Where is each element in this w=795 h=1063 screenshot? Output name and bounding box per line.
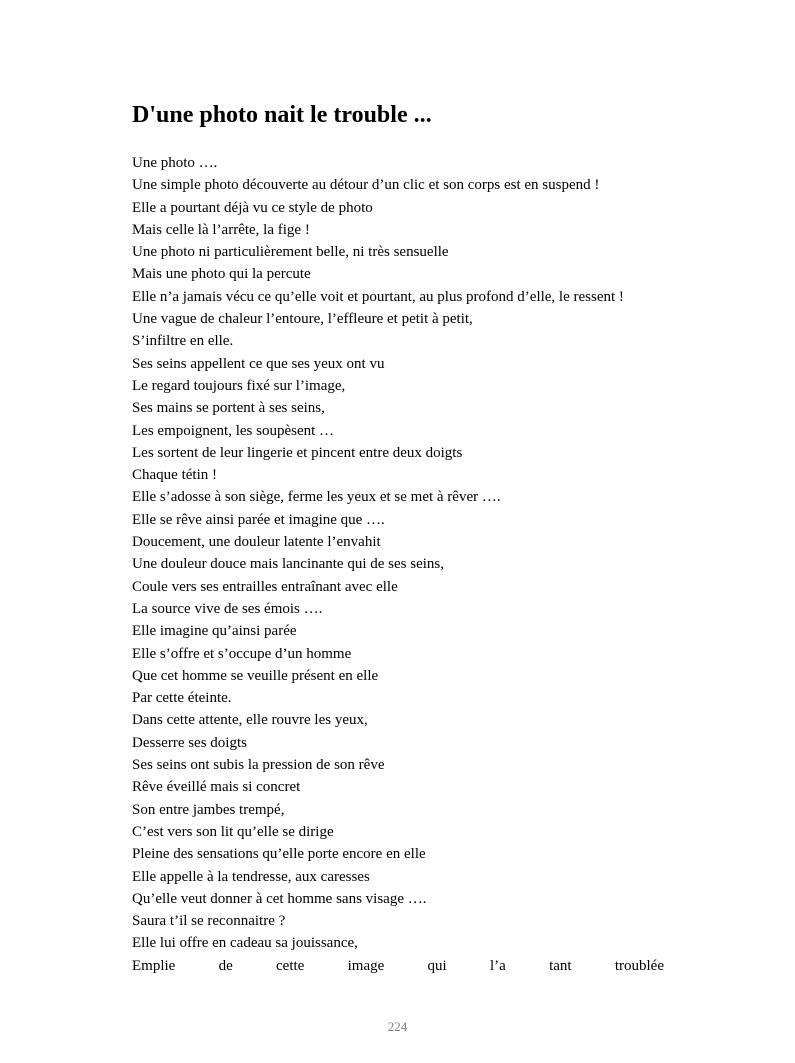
poem-line: Coule vers ses entrailles entraînant avec elle bbox=[132, 578, 398, 595]
poem-line: Pleine des sensations qu’elle porte encore en elle bbox=[132, 846, 426, 863]
poem-line: Rêve éveillé mais si concret bbox=[132, 779, 301, 796]
poem-line: Mais une photo qui la percute bbox=[132, 266, 311, 283]
poem-line: Chaque tétin ! bbox=[132, 467, 217, 484]
poem-line: Ses seins appellent ce que ses yeux ont vu bbox=[132, 355, 385, 372]
poem-line: Qu’elle veut donner à cet homme sans visage …. bbox=[132, 890, 427, 907]
poem-body bbox=[132, 152, 664, 977]
poem-line: Une photo …. bbox=[132, 155, 218, 171]
poem-line: Emplie de cette image qui l’a tant troublée bbox=[132, 957, 664, 974]
poem-line: Le regard toujours fixé sur l’image, bbox=[132, 377, 346, 394]
poem-line: Les sortent de leur lingerie et pincent entre deux doigts bbox=[132, 444, 463, 461]
poem-line: Elle lui offre en cadeau sa jouissance, bbox=[132, 935, 358, 952]
poem-line: Que cet homme se veuille présent en elle bbox=[132, 667, 379, 684]
poem-line: Par cette éteinte. bbox=[132, 690, 232, 707]
poem-line: Elle s’adosse à son siège, ferme les yeux et se met à rêver …. bbox=[132, 489, 501, 506]
poem-line: Saura t’il se reconnaitre ? bbox=[132, 913, 286, 930]
poem-line: Ses seins ont subis la pression de son rêve bbox=[132, 757, 385, 774]
poem-line: Dans cette attente, elle rouvre les yeux, bbox=[132, 712, 368, 729]
poem-line: Elle a pourtant déjà vu ce style de photo bbox=[132, 199, 373, 216]
poem-line: Mais celle là l’arrête, la fige ! bbox=[132, 221, 310, 238]
poem-line: Son entre jambes trempé, bbox=[132, 801, 285, 818]
poem-line: Une douleur douce mais lancinante qui de ses seins, bbox=[132, 556, 444, 573]
poem-line: Elle se rêve ainsi parée et imagine que …. bbox=[132, 511, 385, 528]
poem-line: Elle s’offre et s’occupe d’un homme bbox=[132, 645, 352, 662]
poem-line: C’est vers son lit qu’elle se dirige bbox=[132, 823, 334, 840]
poem-line: Une photo ni particulièrement belle, ni très sensuelle bbox=[132, 244, 449, 261]
page-title: D'une photo nait le trouble ... bbox=[132, 102, 432, 128]
poem-line: Les empoignent, les soupèsent … bbox=[132, 422, 335, 439]
poem-line: Elle imagine qu’ainsi parée bbox=[132, 623, 297, 640]
poem-line: Une vague de chaleur l’entoure, l’effleure et petit à petit, bbox=[132, 311, 473, 328]
page-number: 224 bbox=[387, 1019, 408, 1034]
poem-line: Ses mains se portent à ses seins, bbox=[132, 400, 325, 417]
poem-line: La source vive de ses émois …. bbox=[132, 600, 323, 617]
poem-line: S’infiltre en elle. bbox=[132, 333, 234, 350]
poem-line: Une simple photo découverte au détour d’un clic et son corps est en suspend ! bbox=[132, 177, 600, 194]
poem-line: Desserre ses doigts bbox=[132, 734, 247, 751]
poem-line: Elle n’a jamais vécu ce qu’elle voit et pourtant, au plus profond d’elle, le ressent ! bbox=[132, 288, 624, 305]
poem-line: Doucement, une douleur latente l’envahit bbox=[132, 534, 381, 551]
poem-line: Elle appelle à la tendresse, aux caresses bbox=[132, 868, 370, 885]
